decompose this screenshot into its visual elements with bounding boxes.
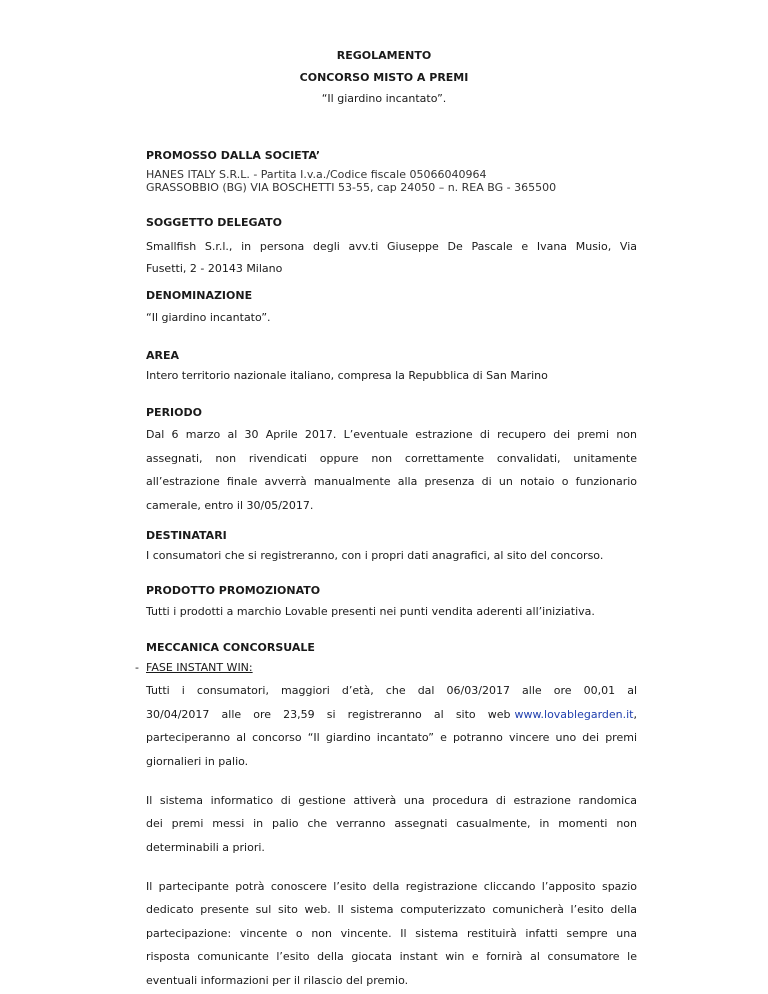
denomination-heading: DENOMINAZIONE <box>146 289 253 302</box>
p3-line-4: risposta comunicante l’esito della giocata instant win e fornirà al consumatore le <box>146 950 637 963</box>
mechanics-heading: MECCANICA CONCORSUALE <box>146 641 315 654</box>
document-subtitle: CONCORSO MISTO A PREMI <box>299 71 469 84</box>
p1-line-2 <box>146 708 637 721</box>
period-heading: PERIODO <box>146 406 202 419</box>
p2-line-1: Il sistema informatico di gestione attiverà una procedura di estrazione randomica <box>146 794 637 807</box>
promoter-line-2: GRASSOBBIO (BG) VIA BOSCHETTI 53-55, cap 24050 – n. REA BG - 365500 <box>146 181 557 194</box>
p1-line-4: giornalieri in palio. <box>146 755 249 768</box>
document-title: REGOLAMENTO <box>336 49 432 62</box>
area-heading: AREA <box>146 349 180 362</box>
promoter-line-1: HANES ITALY S.R.L. - Partita I.v.a./Codice fiscale 05066040964 <box>146 168 487 181</box>
p1-line-2-comma: , <box>633 708 637 721</box>
p1-line-2-text: 30/04/2017 alle ore 23,59 si registreranno al sito web <box>146 708 511 721</box>
delegate-line-2: Fusetti, 2 - 20143 Milano <box>146 262 283 275</box>
p3-line-5: eventuali informazioni per il rilascio del premio. <box>146 974 409 987</box>
p1-line-3: parteciperanno al concorso “Il giardino incantato” e potranno vincere uno dei premi <box>146 731 637 744</box>
delegate-line-1: Smallfish S.r.l., in persona degli avv.ti Giuseppe De Pascale e Ivana Musio, Via <box>146 240 637 253</box>
product-text: Tutti i prodotti a marchio Lovable presenti nei punti vendita aderenti all’iniziativa. <box>146 605 595 618</box>
p1-line-1: Tutti i consumatori, maggiori d’età, che dal 06/03/2017 alle ore 00,01 al <box>146 684 637 697</box>
period-line-1: Dal 6 marzo al 30 Aprile 2017. L’eventuale estrazione di recupero dei premi non <box>146 428 637 441</box>
period-line-2: assegnati, non rivendicati oppure non correttamente convalidati, unitamente <box>146 452 637 465</box>
period-line-3: all’estrazione finale avverrà manualmente alla presenza di un notaio o funzionario <box>146 475 637 488</box>
recipients-heading: DESTINATARI <box>146 529 227 542</box>
phase-dash: - <box>135 661 139 674</box>
denomination-text: “Il giardino incantato”. <box>146 311 271 324</box>
area-text: Intero territorio nazionale italiano, compresa la Repubblica di San Marino <box>146 369 548 382</box>
period-line-4: camerale, entro il 30/05/2017. <box>146 499 314 512</box>
p2-line-3: determinabili a priori. <box>146 841 265 854</box>
contest-name: “Il giardino incantato”. <box>321 92 447 105</box>
p1-link-wrap <box>515 708 637 721</box>
delegate-heading: SOGGETTO DELEGATO <box>146 216 282 229</box>
recipients-text: I consumatori che si registreranno, con i propri dati anagrafici, al sito del concorso. <box>146 549 604 562</box>
p2-line-2: dei premi messi in palio che verranno assegnati casualmente, in momenti non <box>146 817 637 830</box>
promoter-heading: PROMOSSO DALLA SOCIETA’ <box>146 149 321 162</box>
p3-line-2: dedicato presente sul sito web. Il sistema computerizzato comunicherà l’esito della <box>146 903 637 916</box>
phase-title: FASE INSTANT WIN: <box>146 661 253 674</box>
website-link[interactable]: www.lovablegarden.it <box>514 708 634 721</box>
p3-line-3: partecipazione: vincente o non vincente. Il sistema restituirà infatti sempre una <box>146 927 637 940</box>
p3-line-1: Il partecipante potrà conoscere l’esito della registrazione cliccando l’apposito spazio <box>146 880 637 893</box>
product-heading: PRODOTTO PROMOZIONATO <box>146 584 321 597</box>
